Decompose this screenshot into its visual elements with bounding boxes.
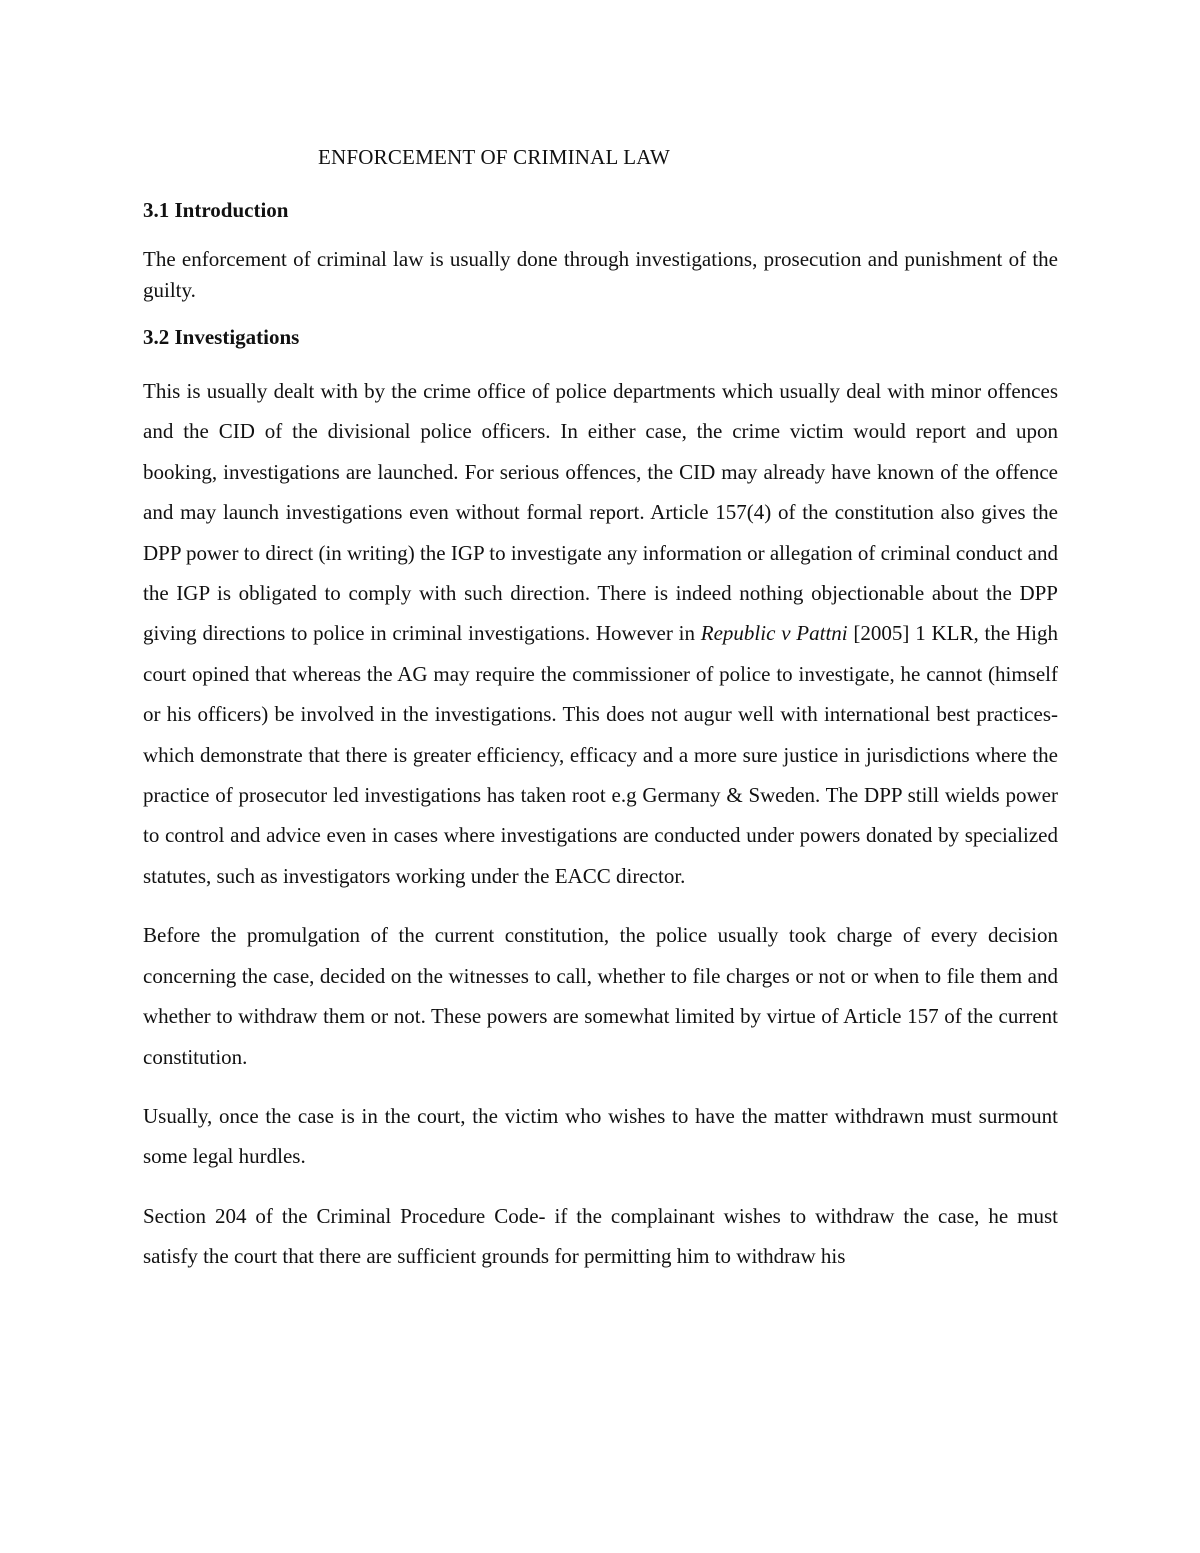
section-heading-introduction: 3.1 Introduction	[143, 198, 289, 222]
case-citation: Republic v Pattni	[700, 621, 848, 646]
introduction-paragraph: The enforcement of criminal law is usually done through investigations, prosecution and punishment of the guilty.	[143, 247, 1058, 302]
investigations-text-part-2: [2005] 1 KLR, the High court opined that whereas the AG may require the commissioner of police to investigate, he cannot (himself or his officers) be involved in the investigations. This does not augur well with international best practices- which demonstrate that there is greater efficiency, efficacy and a more sure justice in jurisdictions where the practice of prosecutor led investigations has taken root e.g Germany & Sweden. The DPP still wields power to control and advice even in cases where investigations are conducted under powers donated by specialized statutes, such as investigators working under the EACC director.	[143, 621, 1058, 888]
investigations-text-part-1: This is usually dealt with by the crime office of police departments which usually deal with minor offences and the CID of the divisional police officers. In either case, the crime victim would report and upon booking, investigations are launched. For serious offences, the CID may already have known of the offence and may launch investigations even without formal report. Article 157(4) of the constitution also gives the DPP power to direct (in writing) the IGP to investigate any information or allegation of criminal conduct and the IGP is obligated to comply with such direction. There is indeed nothing objectionable about the DPP giving directions to police in criminal investigations. However in	[143, 379, 1058, 646]
investigations-paragraph-3: Usually, once the case is in the court, the victim who wishes to have the matter withdrawn must surmount some legal hurdles.	[143, 1103, 1058, 1169]
document-body	[143, 140, 1058, 1277]
document-title: ENFORCEMENT OF CRIMINAL LAW	[318, 145, 670, 169]
investigations-paragraph-4: Section 204 of the Criminal Procedure Code- if the complainant wishes to withdraw the case, he must satisfy the court that there are sufficient grounds for permitting him to withdraw his	[143, 1203, 1058, 1269]
section-heading-investigations: 3.2 Investigations	[143, 325, 300, 349]
investigations-paragraph-2: Before the promulgation of the current constitution, the police usually took charge of every decision concerning the case, decided on the witnesses to call, whether to file charges or not or when to file them and whether to withdraw them or not. These powers are somewhat limited by virtue of Article 157 of the current constitution.	[143, 923, 1058, 1069]
investigations-paragraph-1	[143, 371, 1058, 896]
